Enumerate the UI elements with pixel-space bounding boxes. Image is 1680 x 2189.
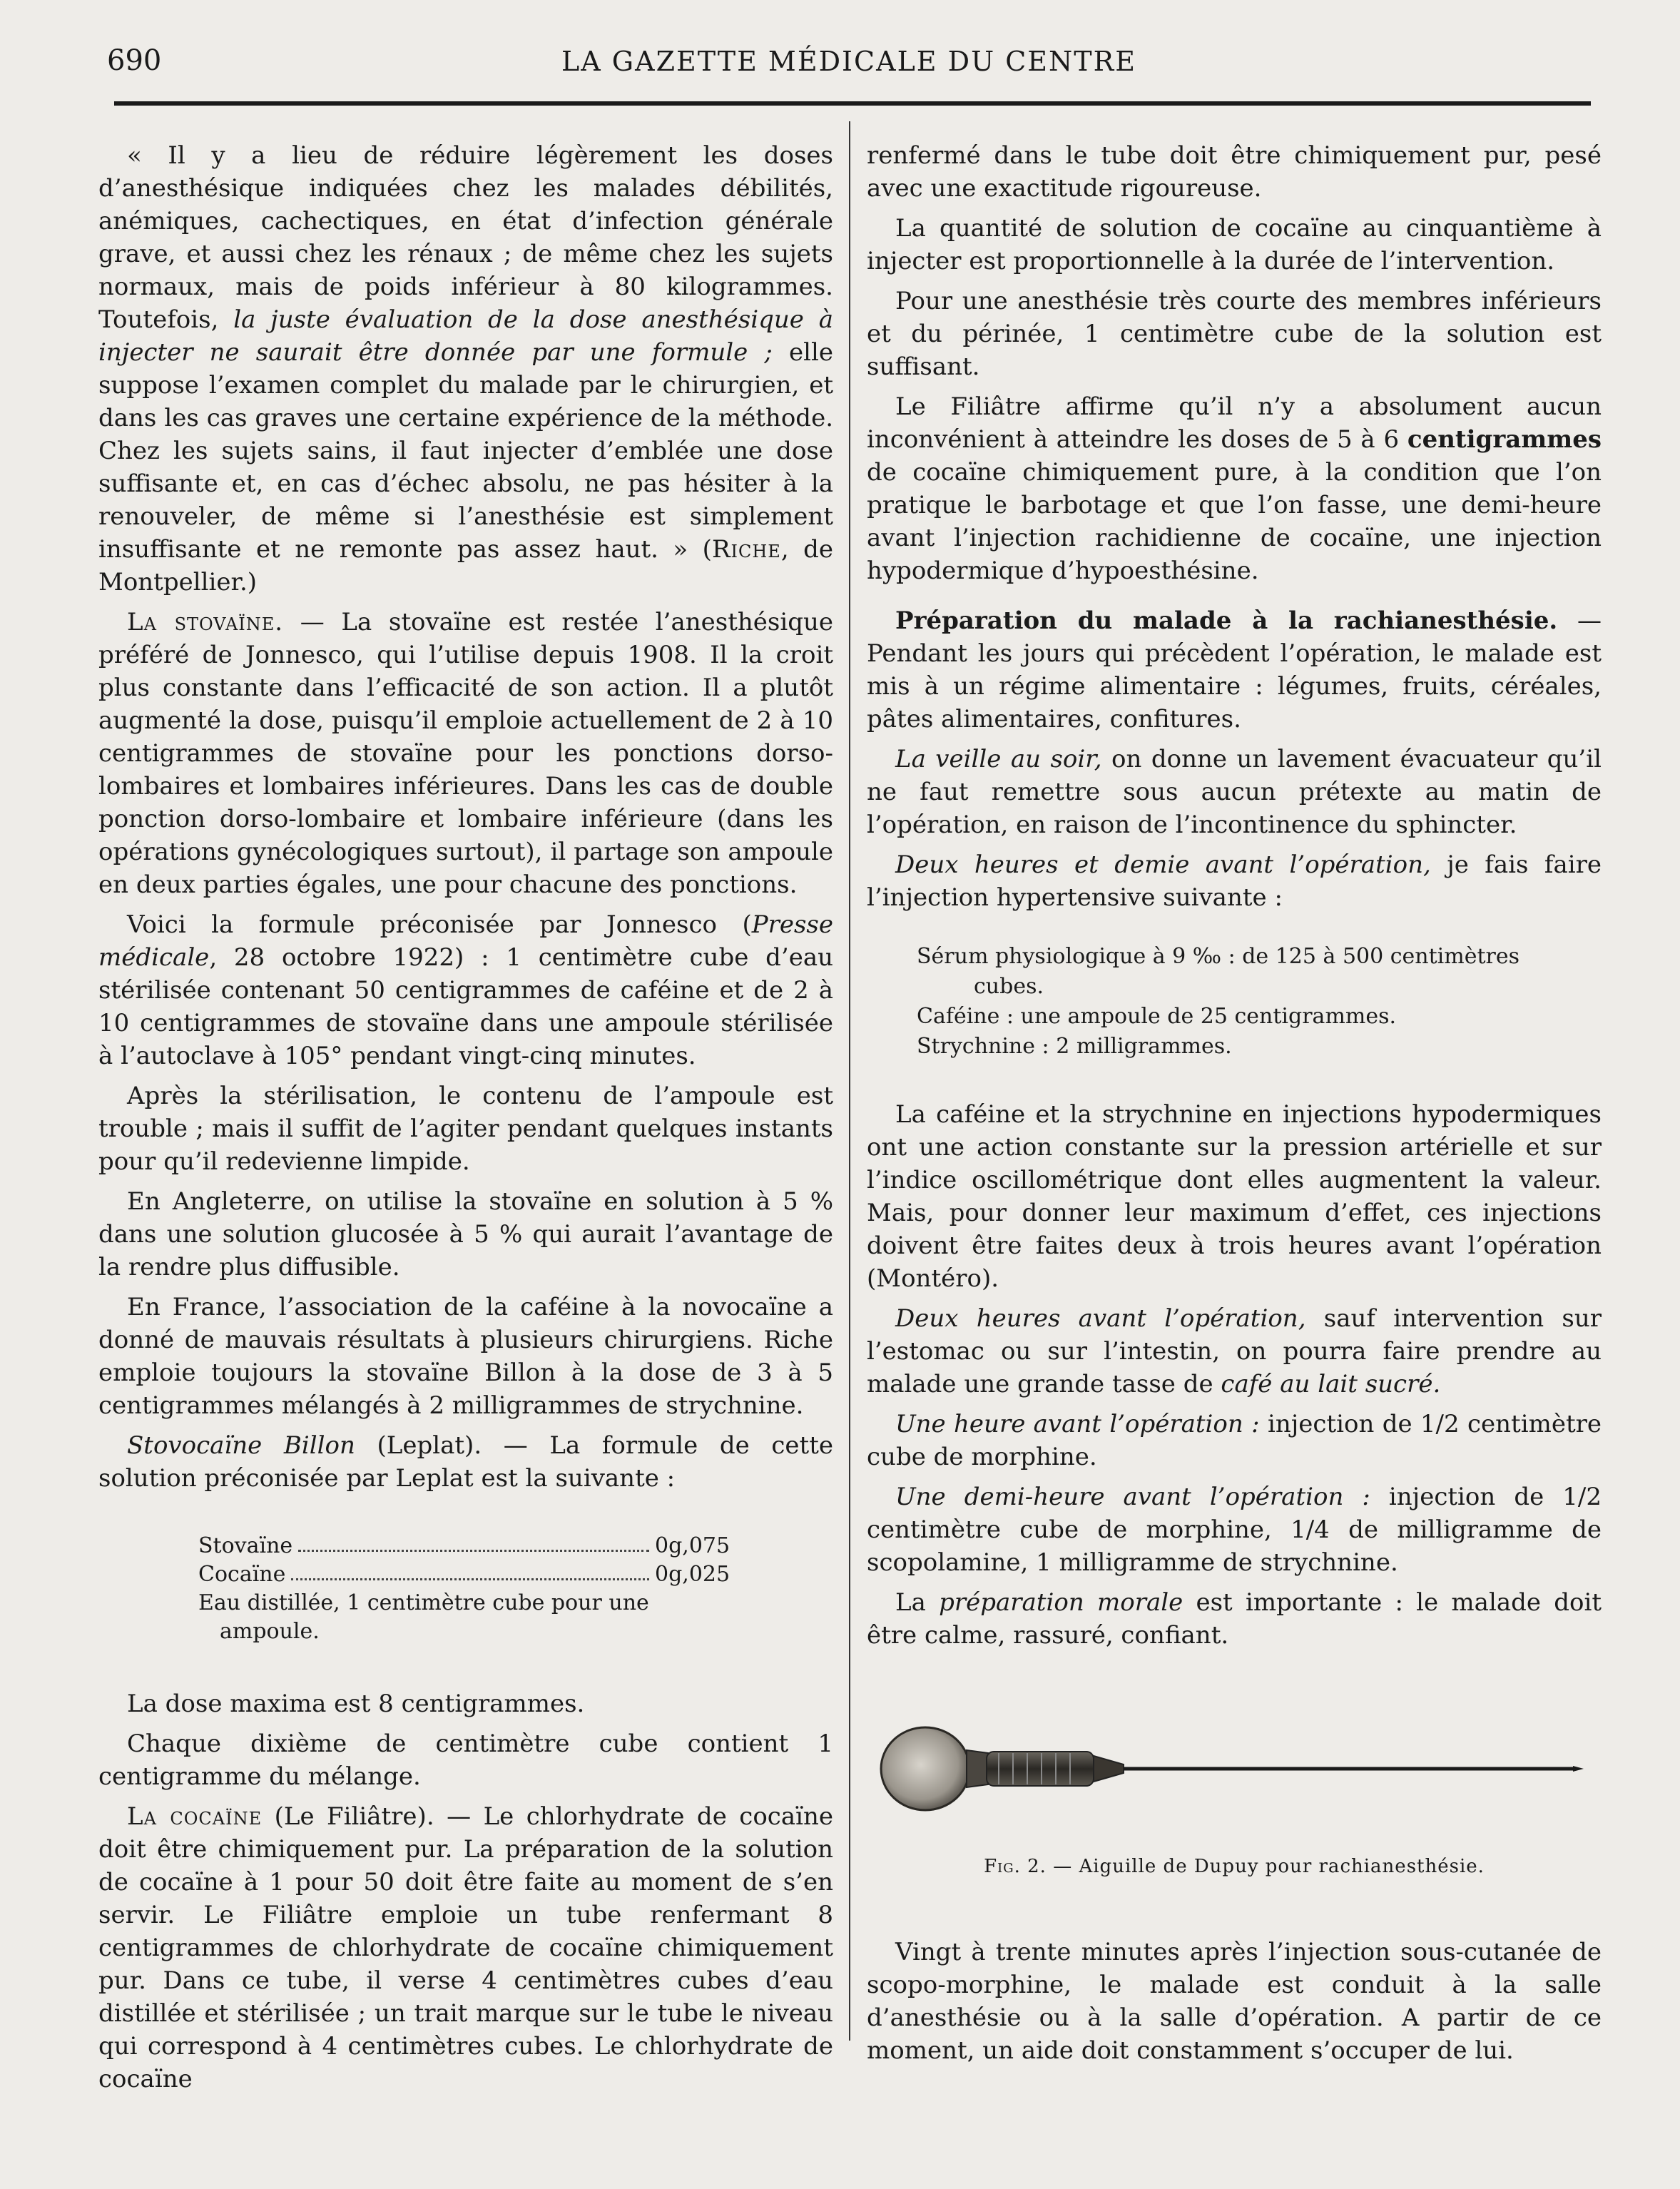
paragraph: La caféine et la strychnine en injections hypodermiques ont une action constante sur la pression artérielle et sur l’indice oscillométrique dont elles augmentent la valeur. Mais, pour donner leur maximum d’effet, ces injections doivent être faites deux à trois heures avant l’opération (Montéro). (867, 1100, 1602, 1293)
ingredient-name: Stovaïne (198, 1533, 293, 1558)
paragraph (867, 1481, 1602, 1579)
text: de cocaïne chimiquement pure, à la condition que l’on pratique le barbotage et que l’on fasse, une demi-heure avant l’injection rachidienne de cocaïne, une injection hypodermique d’hypoesthésine. (867, 458, 1602, 585)
running-title: LA GAZETTE MÉDICALE DU CENTRE (561, 46, 1136, 77)
paragraph (98, 139, 833, 599)
italic-text: Presse médicale (98, 910, 833, 972)
italic-text: Une demi-heure avant l’opération : (895, 1483, 1370, 1511)
text: « Il y a lieu de réduire légèrement les doses d’anesthésique indiquées chez les malades débilités, anémiques, cachectiques, en état d’infection générale grave, et aussi chez les rénaux ; de même chez les sujets normaux, mais de poids inférieur à 80 kilogrammes. Toutefois, (98, 141, 833, 334)
right-column (867, 139, 1602, 2074)
page-header (107, 44, 1591, 87)
text: injection de 1/2 centimètre cube de morphine, 1/4 de milligramme de scopolamine, 1 milligramme de strychnine. (867, 1483, 1602, 1577)
paragraph (867, 1302, 1602, 1401)
paragraph: En France, l’association de la caféine à la novocaïne a donné de mauvais résultats à plusieurs chirurgiens. Riche emploie toujours la stovaïne Billon à la dose de 3 à 5 centigrammes mélangés à 2 milligrammes de strychnine. (98, 1293, 833, 1420)
formula-list (98, 1532, 833, 1646)
italic-text: préparation morale (939, 1588, 1183, 1617)
injection-line: cubes. (974, 974, 1044, 999)
figure-caption (867, 1850, 1602, 1883)
text: — La stovaïne est restée l’anesthésique préféré de Jonnesco, qui l’utilise depuis 1908. Il la croit plus constante dans l’efficacité de son action. Il a plutôt augmenté la dose, puisqu’il emploie actuellement de 2 à 10 centigrammes de stovaïne pour les ponctions dorso-lombaires et lombaires inférieures. Dans les cas de double ponction dorso-lombaire et lombaire inférieure (dans les opérations gynécologiques surtout), il partage son ampoule en deux parties égales, une pour chacune des ponctions. (98, 608, 834, 899)
ingredient-name: ampoule. (220, 1619, 320, 1644)
paragraph: renfermé dans le tube doit être chimiquement pur, pesé avec une exactitude rigoureuse. (867, 141, 1602, 203)
leader-dots (291, 1560, 649, 1580)
text: (Le Filiâtre). — Le chlorhydrate de cocaïne doit être chimiquement pur. La préparation de la solution de cocaïne à 1 pour 50 doit être faite au moment de s’en servir. Le Filiâtre emploie un tube renfermant 8 centigrammes de chlorhydrate de cocaïne chimiquement pur. Dans ce tube, il verse 4 centimètres cubes d’eau distillée et stérilisée ; un trait marque sur le tube le niveau qui correspond à 4 centimètres cubes. Le chlorhydrate de cocaïne (98, 1802, 833, 2093)
paragraph (867, 390, 1602, 587)
italic-text: Stovocaïne Billon (127, 1431, 355, 1460)
paragraph (867, 1408, 1602, 1473)
paragraph (98, 1429, 833, 1495)
paragraph: Après la stérilisation, le contenu de l’ampoule est trouble ; mais il suffit de l’agiter pendant quelques instants pour qu’il redevienne limpide. (98, 1082, 833, 1176)
formula-line (98, 1589, 833, 1646)
paragraph (98, 1800, 833, 2096)
injection-line: Sérum physiologique à 9 ‰ : de 125 à 500 centimètres (917, 944, 1520, 969)
ingredient-name: Eau distillée, 1 centimètre cube pour une (198, 1590, 649, 1615)
section-heading: La stovaïne. (127, 608, 284, 636)
needle-illustration (867, 1709, 1602, 1837)
italic-text: Une heure avant l’opération : (895, 1410, 1260, 1438)
paragraph: La quantité de solution de cocaïne au cinquantième à injecter est proportionnelle à la durée de l’intervention. (867, 214, 1602, 275)
paragraph (98, 606, 833, 901)
text: (Leplat). — La formule de cette solution préconisée par Leplat est la suivante : (98, 1431, 833, 1493)
text: La (895, 1588, 940, 1617)
injection-list (867, 943, 1602, 1061)
formula-line (98, 1560, 833, 1589)
ingredient-amount: 0g,025 (655, 1562, 730, 1587)
text: — Pendant les jours qui précèdent l’opération, le malade est mis à un régime alimentaire : légumes, fruits, céréales, pâtes alimentaires, confitures. (867, 606, 1602, 733)
text: , de Montpellier.) (98, 535, 833, 596)
text: sauf intervention sur l’estomac ou sur l’intestin, on pourra faire prendre au malade une grande tasse de (867, 1304, 1602, 1398)
needle-figure (867, 1709, 1602, 1837)
italic-text: café au lait sucré. (1221, 1370, 1441, 1398)
text: , 28 octobre 1922) : 1 centimètre cube d’eau stérilisée contenant 50 centigrammes de caféine et de 2 à 10 centigrammes de stovaïne dans une ampoule stérilisée à l’autoclave à 105° pendant vingt-cinq minutes. (98, 943, 833, 1070)
page-number: 690 (107, 44, 162, 77)
author-name: Riche (711, 535, 781, 564)
paragraph: Vingt à trente minutes après l’injection sous-cutanée de scopo-morphine, le malade est conduit à la salle d’anesthésie ou à la salle d’opération. A partir de ce moment, un aide doit constamment s’occuper de lui. (867, 1938, 1602, 2065)
ingredient-name: Cocaïne (198, 1562, 286, 1587)
section-heading: La cocaïne (127, 1802, 263, 1831)
bold-text: centigrammes (1407, 425, 1602, 454)
paragraph: La dose maxima est 8 centigrammes. (127, 1690, 585, 1718)
text: je fais faire l’injection hypertensive suivante : (867, 850, 1602, 912)
paragraph (867, 848, 1602, 914)
text: Voici la formule préconisée par Jonnesco ( (127, 910, 752, 939)
paragraph (98, 908, 833, 1072)
injection-line: Caféine : une ampoule de 25 centigrammes. (917, 1004, 1397, 1029)
text: injection de 1/2 centimètre cube de morphine. (867, 1410, 1602, 1471)
injection-line: Strychnine : 2 milligrammes. (917, 1034, 1232, 1059)
header-rule (114, 101, 1591, 106)
paragraph (867, 743, 1602, 841)
italic-text: La veille au soir, (895, 745, 1102, 773)
paragraph: En Angleterre, on utilise la stovaïne en solution à 5 % dans une solution glucosée à 5 % qui aurait l’avantage de la rendre plus diffusible. (98, 1187, 833, 1281)
figure-label: Fig. 2. (984, 1856, 1047, 1877)
left-column (98, 139, 833, 2103)
paragraph: Pour une anesthésie très courte des membres inférieurs et du périnée, 1 centimètre cube de la solution est suffisant. (867, 287, 1602, 381)
caption-text: — Aiguille de Dupuy pour rachianesthésie. (1046, 1856, 1485, 1877)
italic-text: Deux heures avant l’opération, (895, 1304, 1306, 1333)
paragraph: Chaque dixième de centimètre cube contient 1 centigramme du mélange. (98, 1730, 833, 1791)
leader-dots (298, 1532, 649, 1552)
paragraph (867, 604, 1602, 736)
italic-text: Deux heures et demie avant l’opération, (895, 850, 1431, 879)
italic-text: la juste évaluation de la dose anesthésique à injecter ne saurait être donnée par une formule ; (98, 305, 833, 367)
section-heading: Préparation du malade à la rachianesthésie. (895, 606, 1558, 635)
column-divider (849, 121, 850, 2041)
ingredient-amount: 0g,075 (655, 1533, 730, 1558)
paragraph (867, 1586, 1602, 1652)
text: elle suppose l’examen complet du malade par le chirurgien, et dans les cas graves une certaine expérience de la méthode. Chez les sujets sains, il faut injecter d’emblée une dose suffisante et, en cas d’échec absolu, ne pas hésiter à la renouveler, de même si l’anesthésie est simplement insuffisante et ne remonte pas assez haut. » ( (98, 338, 833, 564)
text: est importante : le malade doit être calme, rassuré, confiant. (867, 1588, 1602, 1650)
formula-line (98, 1532, 833, 1560)
text: Le Filiâtre affirme qu’il n’y a absolument aucun inconvénient à atteindre les doses de 5 à 6 (867, 392, 1602, 454)
text: on donne un lavement évacuateur qu’il ne faut remettre sous aucun prétexte au matin de l’opération, en raison de l’incontinence du sphincter. (867, 745, 1602, 839)
